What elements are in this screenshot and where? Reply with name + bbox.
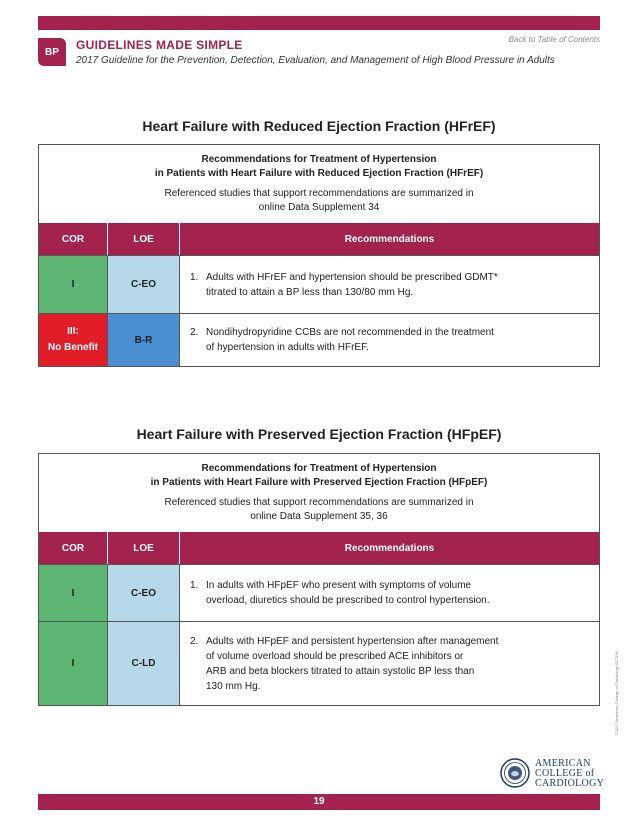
table-title-line1: Recommendations for Treatment of Hypertension	[201, 463, 437, 474]
page-number-bar: 19	[38, 794, 600, 810]
recommendation-number: 1.	[190, 271, 199, 283]
logo-line2: COLLEGE of	[535, 768, 595, 779]
recommendation-number: 1.	[190, 580, 199, 591]
bp-badge: BP	[38, 38, 66, 66]
cor-cell: I	[39, 565, 108, 621]
section-title-hfref: Heart Failure with Reduced Ejection Fraction (HFrEF)	[142, 118, 496, 134]
table-header-row	[39, 223, 599, 255]
recommendation-line: 130 mm Hg.	[206, 680, 261, 692]
loe-cell: C-EO	[108, 256, 180, 313]
reference-line1: Referenced studies that support recommendations are summarized in	[164, 497, 474, 508]
col-header-recommendations: Recommendations	[344, 542, 435, 554]
col-header-loe: LOE	[108, 532, 180, 564]
recommendation-line: of hypertension in adults with HFrEF.	[206, 342, 369, 353]
loe-cell: B-R	[108, 314, 180, 366]
table-row	[39, 621, 599, 705]
table-title-line2: in Patients with Heart Failure with Reduced Ejection Fraction (HFrEF)	[154, 168, 484, 179]
table-row	[39, 313, 599, 366]
recommendations-table-hfref	[38, 144, 600, 367]
reference-note	[45, 496, 593, 532]
recommendation-line: titrated to attain a BP less than 130/80 mm Hg.	[206, 286, 414, 298]
recommendation-cell	[180, 622, 599, 705]
loe-cell: C-EO	[108, 565, 180, 621]
recommendation-line: Nondihydropyridine CCBs are not recommended in the treatment	[206, 327, 494, 338]
header-subtitle: 2017 Guideline for the Prevention, Detection, Evaluation, and Management of High Blood Pressure in Adults	[76, 55, 555, 66]
logo-line3: CARDIOLOGY	[535, 778, 605, 789]
loe-cell: C-LD	[108, 622, 180, 705]
table-row	[39, 255, 599, 313]
col-header-recommendations: Recommendations	[344, 233, 435, 245]
logo-line1: AMERICAN	[535, 758, 591, 769]
header-title: GUIDELINES MADE SIMPLE	[76, 38, 243, 52]
recommendation-line: Adults with HFrEF and hypertension should be prescribed GDMT*	[206, 271, 498, 283]
table-title-line2: in Patients with Heart Failure with Preserved Ejection Fraction (HFpEF)	[150, 477, 488, 488]
cor-line1: III:	[67, 326, 79, 337]
cor-line2: No Benefit	[48, 342, 98, 353]
back-to-toc-link[interactable]: Back to Table of Contents	[508, 35, 600, 44]
reference-line2: online Data Supplement 34	[258, 202, 380, 213]
acc-logo-text	[535, 759, 604, 789]
recommendation-line: ARB and beta blockers titrated to attain systolic BP less than	[206, 665, 475, 677]
recommendation-line: overload, diuretics should be prescribed to control hypertension.	[206, 595, 490, 606]
reference-line1: Referenced studies that support recommendations are summarized in	[164, 188, 474, 199]
recommendation-line: In adults with HFpEF who present with symptoms of volume	[206, 580, 472, 591]
section-title-hfpef: Heart Failure with Preserved Ejection Fraction (HFpEF)	[136, 426, 502, 442]
col-header-cor: COR	[39, 532, 108, 564]
cor-cell	[39, 314, 108, 366]
recommendation-cell	[180, 256, 599, 313]
top-bar	[38, 16, 600, 30]
recommendation-line: Adults with HFpEF and persistent hypertension after management	[206, 635, 499, 647]
col-header-loe: LOE	[108, 223, 180, 255]
acc-seal-icon	[500, 758, 530, 788]
table-title-line1: Recommendations for Treatment of Hypertension	[201, 154, 437, 165]
reference-note	[45, 187, 593, 223]
recommendation-cell	[180, 565, 599, 621]
copyright-notice: ©2017 American College of Cardiology B17196	[614, 651, 619, 735]
cor-cell: I	[39, 256, 108, 313]
table-heading	[39, 454, 599, 532]
recommendation-cell	[180, 314, 599, 366]
recommendations-table-hfpef	[38, 453, 600, 706]
table-row	[39, 564, 599, 621]
reference-line2: online Data Supplement 35, 36	[250, 511, 388, 522]
recommendation-line: of volume overload should be prescribed ACE inhibitors or	[206, 650, 464, 662]
recommendation-number: 2.	[190, 635, 199, 647]
cor-cell: I	[39, 622, 108, 705]
table-heading	[39, 145, 599, 223]
table-header-row	[39, 532, 599, 564]
col-header-cor: COR	[39, 223, 108, 255]
recommendation-number: 2.	[190, 327, 199, 338]
